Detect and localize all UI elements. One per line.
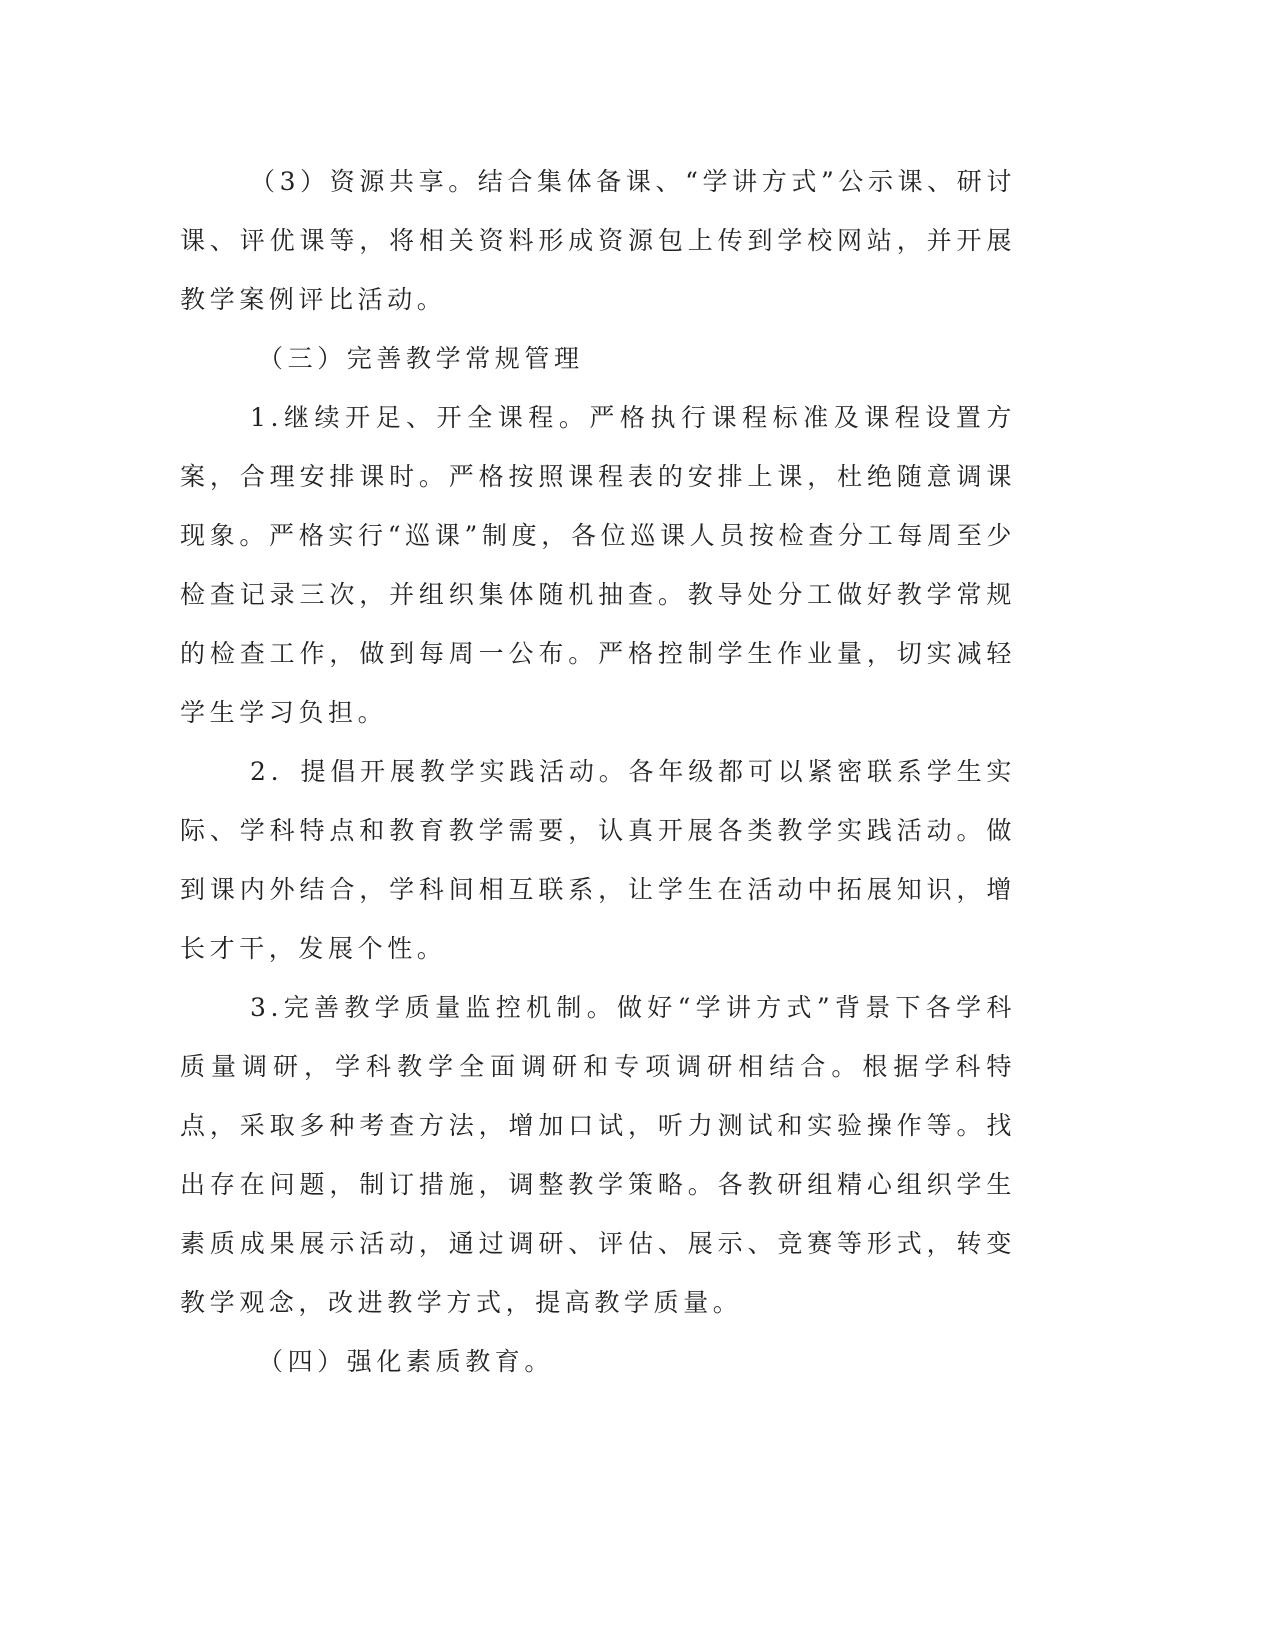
section-heading-quality-education: （四）强化素质教育。 xyxy=(258,1347,555,1376)
paragraph-quality-monitoring: 3.完善教学质量监控机制。做好“学讲方式”背景下各学科质量调研，学科教学全面调研和专项调研相结合。根据学科特点，采取多种考查方法，增加口试，听力测试和实验操作等。找出存在问题，制订措施，调整教学策略。各教研组精心组织学生素质成果展示活动，通过调研、评估、展示、竞赛等形式，转变教学观念，改进教学方式，提高教学质量。 xyxy=(180,993,1016,1317)
paragraph-courses: 1.继续开足、开全课程。严格执行课程标准及课程设置方案，合理安排课时。严格按照课程表的安排上课，杜绝随意调课现象。严格实行“巡课”制度，各位巡课人员按检查分工每周至少检查记录三次，并组织集体随机抽查。教导处分工做好教学常规的检查工作，做到每周一公布。严格控制学生作业量，切实减轻学生学习负担。 xyxy=(180,403,1016,727)
document-body xyxy=(180,152,1016,1391)
paragraph-practice-activities: 2．提倡开展教学实践活动。各年级都可以紧密联系学生实际、学科特点和教育教学需要，认真开展各类教学实践活动。做到课内外结合，学科间相互联系，让学生在活动中拓展知识，增长才干，发展个性。 xyxy=(180,757,1016,963)
section-heading-teaching-routine: （三）完善教学常规管理 xyxy=(258,344,584,373)
paragraph-resource-sharing: （3）资源共享。结合集体备课、“学讲方式”公示课、研讨课、评优课等，将相关资料形成资源包上传到学校网站，并开展教学案例评比活动。 xyxy=(180,167,1016,314)
